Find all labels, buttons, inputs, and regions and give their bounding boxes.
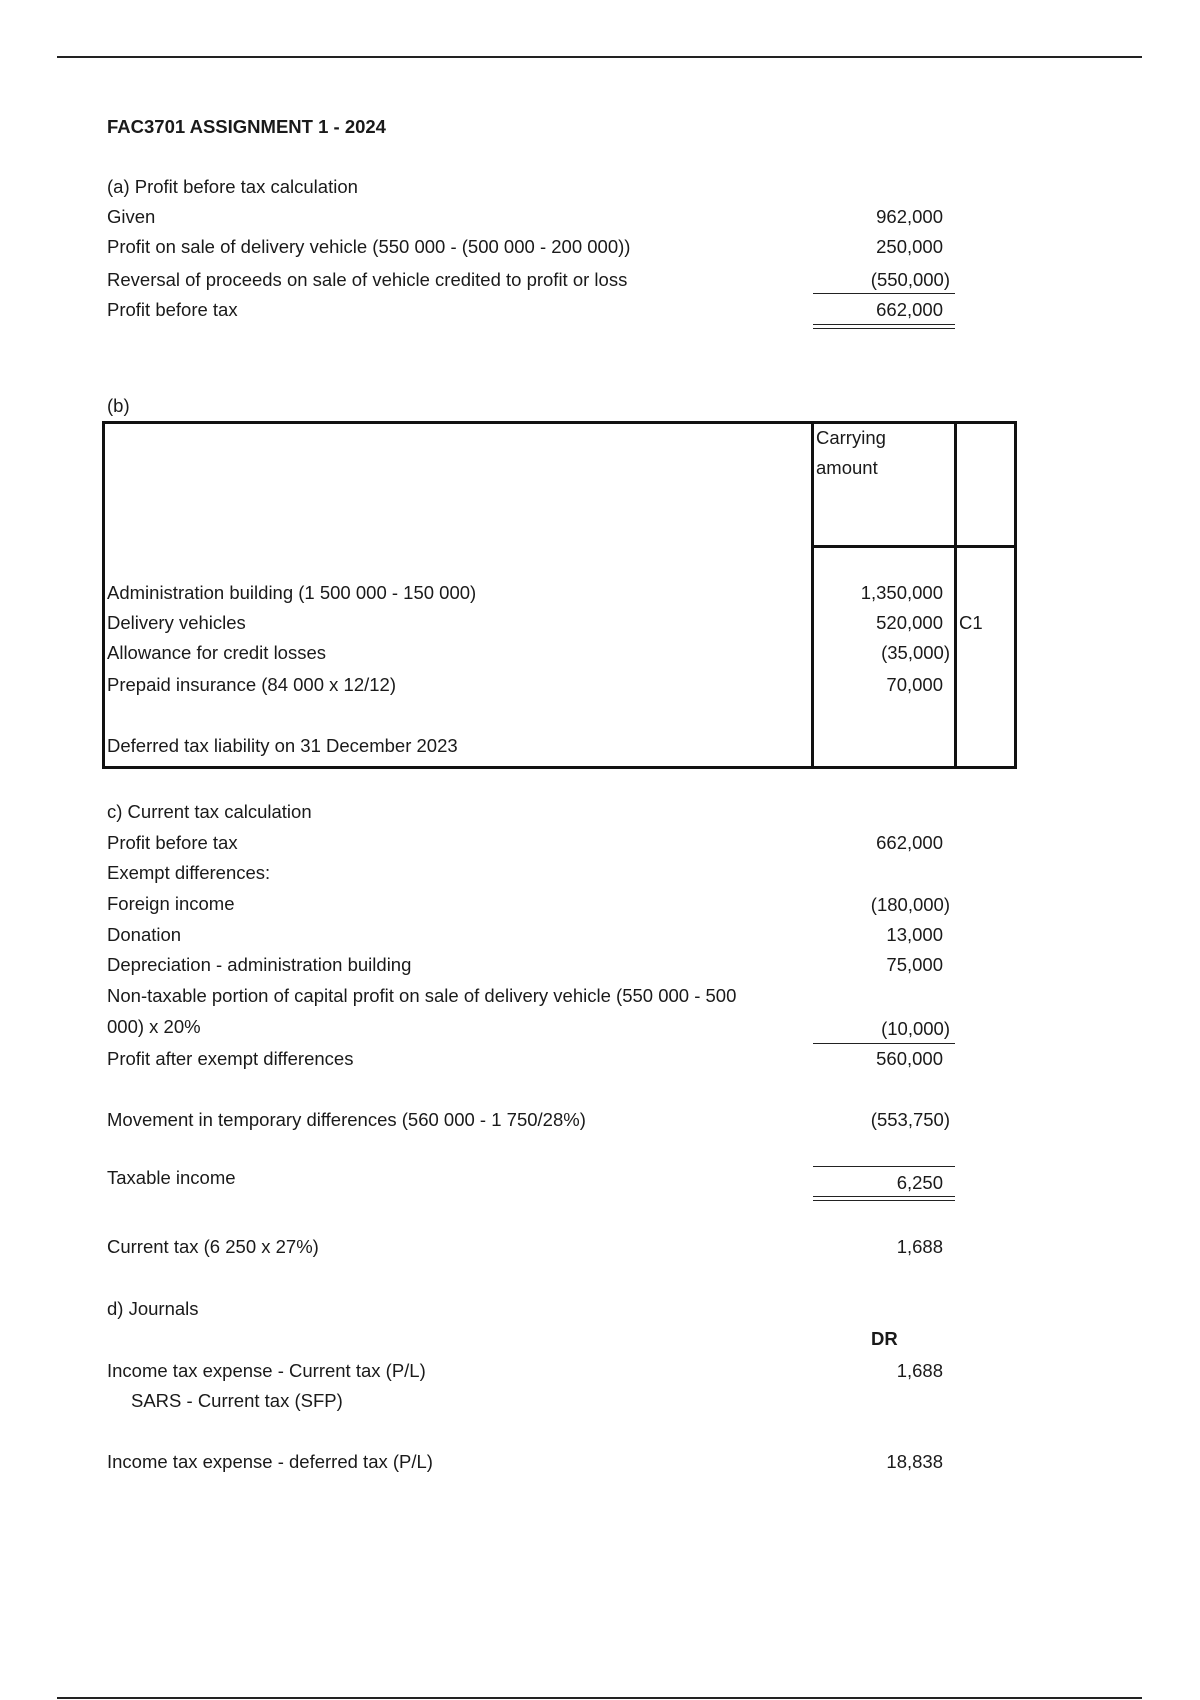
part-b-row-value: 1,350,000 <box>860 582 943 603</box>
journal-entry-dr: 18,838 <box>886 1451 943 1472</box>
subtotal-underline <box>813 293 955 294</box>
current-tax-value: 1,688 <box>896 1236 943 1257</box>
part-b-row-ref: C1 <box>959 612 983 633</box>
document-title: FAC3701 ASSIGNMENT 1 - 2024 <box>107 116 386 137</box>
total-double-underline-top <box>813 324 955 325</box>
total-double-underline-top <box>813 1196 955 1197</box>
part-a-row-value: 962,000 <box>876 206 943 227</box>
subtotal-underline <box>813 1166 955 1167</box>
part-a-heading: (a) Profit before tax calculation <box>107 176 358 197</box>
part-d-heading: d) Journals <box>107 1298 199 1319</box>
exempt-row-label: Depreciation - administration building <box>107 954 412 975</box>
bottom-rule <box>57 1697 1142 1699</box>
part-b-header-divider <box>811 545 1017 548</box>
exempt-row-value: 13,000 <box>886 924 943 945</box>
journal-entry-dr: 1,688 <box>896 1360 943 1381</box>
part-a-row-label: Profit before tax <box>107 299 238 320</box>
current-tax-label: Current tax (6 250 x 27%) <box>107 1236 319 1257</box>
total-double-underline-bottom <box>813 1200 955 1201</box>
part-a-row-value: 250,000 <box>876 236 943 257</box>
journal-entry-label: SARS - Current tax (SFP) <box>131 1390 343 1411</box>
top-rule <box>57 56 1142 58</box>
part-b-row-value: 70,000 <box>886 674 943 695</box>
part-b-row-label: Prepaid insurance (84 000 x 12/12) <box>107 674 396 695</box>
exempt-row-label: Donation <box>107 924 182 945</box>
taxable-income-label: Taxable income <box>107 1167 236 1188</box>
journal-entry-label: Income tax expense - deferred tax (P/L) <box>107 1451 433 1472</box>
part-b-row-label: Allowance for credit losses <box>107 642 327 663</box>
profit-after-exempt-label: Profit after exempt differences <box>107 1048 354 1069</box>
movement-temporary-value: (553,750) <box>870 1109 950 1130</box>
part-b-row-value: 520,000 <box>876 612 943 633</box>
part-b-footer-label: Deferred tax liability on 31 December 2023 <box>107 735 458 756</box>
part-a-row-label: Reversal of proceeds on sale of vehicle credited to profit or loss <box>107 269 628 290</box>
non-taxable-value: (10,000) <box>881 1018 950 1039</box>
profit-before-tax-value: 662,000 <box>876 832 943 853</box>
dr-column-header: DR <box>871 1328 898 1349</box>
column-header-amount: amount <box>816 457 878 478</box>
non-taxable-label-line2: 000) x 20% <box>107 1016 201 1037</box>
part-b-column-divider <box>954 421 957 769</box>
taxable-income-value: 6,250 <box>896 1172 943 1193</box>
journal-entry-label: Income tax expense - Current tax (P/L) <box>107 1360 426 1381</box>
part-b-column-divider <box>811 421 814 769</box>
exempt-row-value: (180,000) <box>870 894 950 915</box>
part-b-row-label: Administration building (1 500 000 - 150 000) <box>107 582 477 603</box>
subtotal-underline <box>813 1043 955 1044</box>
profit-after-exempt-value: 560,000 <box>876 1048 943 1069</box>
exempt-row-value: 75,000 <box>886 954 943 975</box>
part-a-row-value: 662,000 <box>876 299 943 320</box>
exempt-differences-heading: Exempt differences: <box>107 862 271 883</box>
part-c-heading: c) Current tax calculation <box>107 801 312 822</box>
non-taxable-label-line1: Non-taxable portion of capital profit on sale of delivery vehicle (550 000 - 500 <box>107 985 737 1006</box>
part-a-row-label: Given <box>107 206 156 227</box>
column-header-carrying: Carrying <box>816 427 886 448</box>
part-b-heading: (b) <box>107 395 130 416</box>
part-a-row-value: (550,000) <box>870 269 950 290</box>
part-a-row-label: Profit on sale of delivery vehicle (550 000 - (500 000 - 200 000)) <box>107 236 631 257</box>
exempt-row-label: Foreign income <box>107 893 235 914</box>
movement-temporary-label: Movement in temporary differences (560 000 - 1 750/28%) <box>107 1109 586 1130</box>
part-b-row-label: Delivery vehicles <box>107 612 246 633</box>
total-double-underline-bottom <box>813 328 955 329</box>
part-b-row-value: (35,000) <box>881 642 950 663</box>
profit-before-tax-label: Profit before tax <box>107 832 238 853</box>
